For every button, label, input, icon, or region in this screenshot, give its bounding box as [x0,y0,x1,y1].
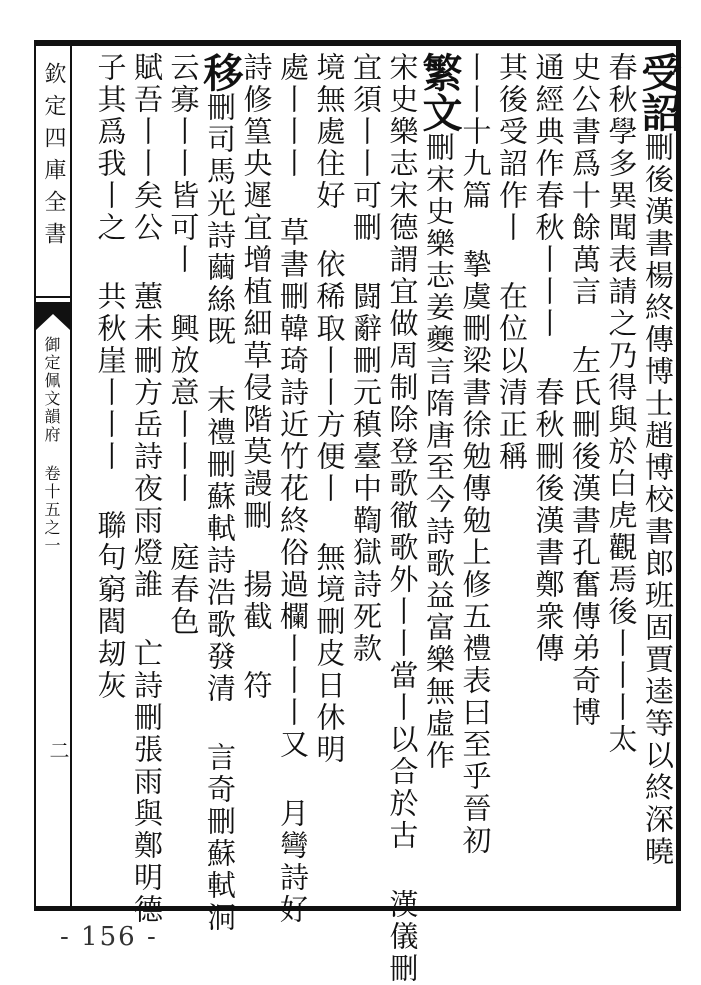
text-column [197,52,244,934]
column-text: 刪司馬光詩繭絲既 末禮刪蘇軾詩浩歌發清 言奇刪蘇軾洞 [203,92,237,934]
running-head: 欽定四庫全書 [41,62,66,254]
headword: 移 [197,52,244,92]
headword: 受詔 [635,52,682,132]
column-text: 賦吾丨丨矣公 蕙未刪方岳詩夜雨燈誰 亡詩刪張雨與鄭明德 [130,52,164,926]
text-column [531,52,567,665]
column-text: 春秋學多異聞表請之乃得與於白虎觀焉後丨丨丨太 [604,52,639,756]
text-column [239,52,275,702]
column-text: 刪宋史樂志姜夔言隋唐至今詩歌益富樂無虛作 [422,132,456,772]
text-column [458,52,494,857]
frame-right-rule [676,40,681,911]
column-text: 通經典作春秋丨丨丨 春秋刪後漢書鄭衆傳 [531,52,566,665]
column-text: 詩修篁央遲宜增植細草侵階莫謾刪 揚截 符 [239,52,274,702]
text-column [93,52,129,702]
column-text: 宋史樂志宋德謂宜做周制除登歌徹歌外丨丨當丨以合於古 漢儀刪 [385,52,420,985]
column-text: 子其爲我丨之 共秋崖丨丨丨 聯句窮閻刼灰 [93,52,128,702]
column-text: 宜須丨丨可刪 闘辭刪元稹臺中鞫獄詩死款 [349,52,383,665]
text-column [312,52,348,766]
headword: 繁文 [416,52,463,132]
text-column [129,52,165,926]
column-text: 云寡丨丨皆可丨 興放意丨丨丨 庭春色 [166,52,201,638]
text-column [348,52,384,665]
footer-number: - 156 - [60,922,158,952]
text-column [275,52,311,926]
frame-top-rule [34,40,680,46]
column-text: 其後受詔作丨 在位以清正稱 [495,52,529,473]
column-text: 處丨丨丨 草書刪韓琦詩近竹花終俗過欄丨丨丨又 月彎詩好 [276,52,310,926]
side-label: 御定佩文韻府 卷十五之一 [42,336,61,555]
text-column [494,52,530,473]
column-text: 境無處住好 依稀取丨丨方便丨 無境刪皮日休明 [312,52,347,766]
text-column [166,52,202,638]
text-column [604,52,640,756]
text-column [416,52,463,772]
column-text: 史公書爲十餘萬言 左氏刪後漢書孔奮傳弟奇博 [568,52,602,729]
gutter-divider [34,296,72,298]
text-column [385,52,421,985]
column-text: 丨丨十九篇 摯虞刪梁書徐勉傳勉上修五禮表曰至乎晉初 [458,52,493,857]
gutter-left-rule [34,40,36,911]
text-column [567,52,603,729]
text-column [635,52,682,868]
gutter-right-rule [70,40,72,911]
fishtail-ornament-icon [36,302,70,330]
column-text: 刪後漢書楊終傳博士趙博校書郎班固賈逵等以終深曉 [641,132,675,868]
page-number: 二 [46,740,70,760]
